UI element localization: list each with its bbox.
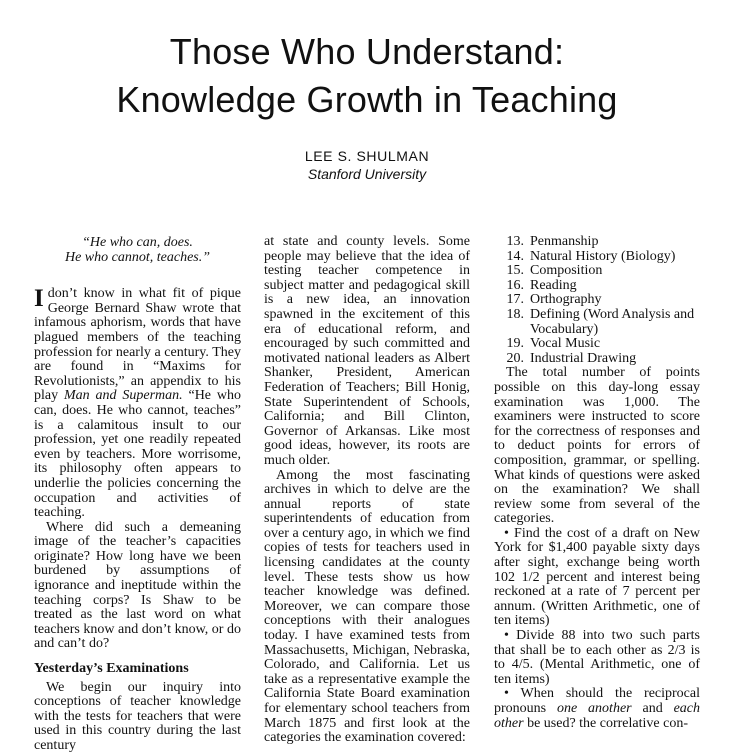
author-name: LEE S. SHULMAN — [304, 148, 430, 164]
section-heading: Yesterday’s Examinations — [34, 661, 189, 677]
list-item: 20. Industrial Drawing — [506, 350, 637, 366]
paragraph-2: Where did such a demeaning image of the teacher’s capacities originate? How long have we been burdened by assumptions of ignorance and ineptitude within the teaching corps? Is Shaw to be treated as the last word on what teachers know and don’t know, or do and can’t do? — [34, 519, 241, 652]
column-3 — [494, 235, 700, 731]
list-item: 18. Defining (Word Analysis and Vocabulary) — [506, 306, 695, 337]
list-item: 15. Composition — [506, 263, 603, 279]
author-affiliation: Stanford University — [307, 166, 427, 182]
intro-text-b: “He who can, does. He who cannot, teaches” is a calamitous insult to our profession, yet one readily repeated even by teachers. More worrisome, its philosophy often appears to underlie the policies concerning the occupation and activities of teaching. — [34, 388, 241, 521]
epigraph — [34, 236, 241, 265]
list-item: 14. Natural History (Biology) — [506, 248, 676, 264]
exam-category-list — [494, 235, 700, 366]
drop-cap: I — [34, 285, 44, 313]
title-line-1: Those Who Understand: — [169, 31, 565, 72]
epigraph-line-1: “He who can, does. — [82, 235, 193, 250]
list-item: 19. Vocal Music — [506, 336, 601, 352]
paragraph-col2-2: Among the most fascinating archives in which to delve are the annual reports of state superintendents of education from over a century ago, in which we find copies of tests for teachers used in licensing candidates at the county level. These tests show us how teacher knowledge was defined. Moreover, we can compare those conceptions with their analogues today. I have examined tests from Massachusetts, Michigan, Nebraska, Colorado, and California. Let us take as a representative example the California State Board examination for elementary school teachers from March 1875 and first look at the categories the examination covered: — [264, 467, 470, 746]
sample-questions — [494, 527, 700, 731]
list-item: 16. Reading — [506, 277, 577, 293]
play-title: Man and Superman. — [63, 388, 183, 404]
epigraph-line-2: He who cannot, teaches.” — [64, 249, 211, 265]
paper-title — [0, 28, 734, 124]
column-2 — [264, 235, 470, 746]
question-mental-arithmetic: • Divide 88 into two such parts that shall be to each other as 2/3 is to 4/5. (Mental Arithmetic, one of ten items) — [494, 628, 700, 687]
title-line-2: Knowledge Growth in Teaching — [116, 79, 618, 120]
paragraph-intro — [34, 287, 241, 521]
list-item: 13. Penmanship — [506, 234, 599, 249]
column-1 — [34, 235, 241, 754]
intro-text-a: don’t know in what fit of pique George Bernard Shaw wrote that infamous aphorism, words that have plagued members of the teaching profession for nearly a century. They are found in “Maxims for Revolutionists,” an appendix to his play — [34, 286, 241, 404]
list-item: 17. Orthography — [506, 292, 602, 308]
question-grammar: • When should the reciprocal pronouns one another and each other be used? the correlative con- — [494, 686, 701, 731]
question-written-arithmetic: • Find the cost of a draft on New York for $1,400 payable sixty days after sight, exchange being worth 102 1/2 percent and interest being reckoned at a rate of 7 percent per annum. (Written Arithmetic, one of ten items) — [494, 525, 700, 629]
paragraph-col3-1: The total number of points possible on this day-long essay examination was 1,000. The examiners were instructed to score for the correctness of responses and to deduct points for errors of composition, grammar, or spelling. What kinds of questions were asked on the examination? We shall review some from several of the categories. — [494, 365, 700, 527]
paragraph-col2-1: at state and county levels. Some people may believe that the idea of testing teacher competence in subject matter and pedagogical skill is a new idea, an innovation spawned in the excitement of this era of educational reform, and encouraged by such committed and motivated national leaders as Albert Shanker, President, American Federation of Teachers; Bill Honig, State Superintendent of Schools, California; and Bill Clinton, Governor of Arkansas. Like most good ideas, however, its roots are much older. — [264, 234, 470, 468]
paragraph-3: We begin our inquiry into conceptions of teacher knowledge with the tests for teachers that were used in this country during the last century — [34, 679, 241, 753]
